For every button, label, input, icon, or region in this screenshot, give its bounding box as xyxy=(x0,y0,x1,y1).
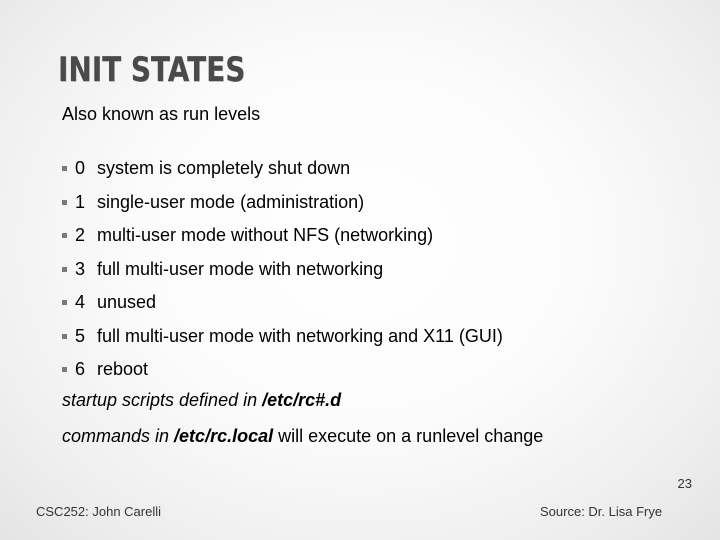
list-item xyxy=(62,186,503,220)
bullet-icon xyxy=(62,267,67,272)
list-item xyxy=(62,152,503,186)
run-level-description: reboot xyxy=(97,359,149,380)
commands-line xyxy=(62,424,562,448)
run-level-number: 2 xyxy=(75,225,86,246)
list-item xyxy=(62,353,503,387)
bullet-icon xyxy=(62,334,67,339)
footer-source: Source: Dr. Lisa Frye xyxy=(540,504,663,519)
footer-author: CSC252: John Carelli xyxy=(36,504,162,519)
startup-scripts-text: startup scripts defined in xyxy=(62,390,263,410)
run-level-description: multi-user mode without NFS (networking) xyxy=(97,225,434,246)
commands-suffix: will execute on a runlevel change xyxy=(273,426,544,446)
run-level-description: full multi-user mode with networking and X11 (GUI) xyxy=(97,325,503,346)
run-level-description: single-user mode (administration) xyxy=(97,191,365,212)
commands-prefix: commands in xyxy=(62,426,175,446)
bullet-icon xyxy=(62,300,67,305)
startup-scripts-line xyxy=(62,390,341,411)
slide-subtitle: Also known as run levels xyxy=(62,104,261,124)
run-level-description: unused xyxy=(97,292,157,313)
run-level-list xyxy=(62,152,503,387)
commands-path: /etc/rc.local xyxy=(174,426,274,446)
startup-scripts-path: /etc/rc#.d xyxy=(262,390,342,410)
bullet-icon xyxy=(62,367,67,372)
list-item xyxy=(62,219,503,253)
list-item xyxy=(62,286,503,320)
run-level-number: 4 xyxy=(75,292,86,313)
run-level-description: full multi-user mode with networking xyxy=(97,258,384,279)
run-level-number: 1 xyxy=(75,191,86,212)
bullet-icon xyxy=(62,233,67,238)
run-level-number: 5 xyxy=(75,325,86,346)
list-item xyxy=(62,320,503,354)
bullet-icon xyxy=(62,166,67,171)
run-level-number: 6 xyxy=(75,359,86,380)
run-level-number: 0 xyxy=(75,158,86,179)
bullet-icon xyxy=(62,200,67,205)
run-level-description: system is completely shut down xyxy=(97,158,351,179)
page-number: 23 xyxy=(677,476,692,491)
slide-title: INIT STATES xyxy=(58,50,246,90)
list-item xyxy=(62,253,503,287)
run-level-number: 3 xyxy=(75,258,86,279)
